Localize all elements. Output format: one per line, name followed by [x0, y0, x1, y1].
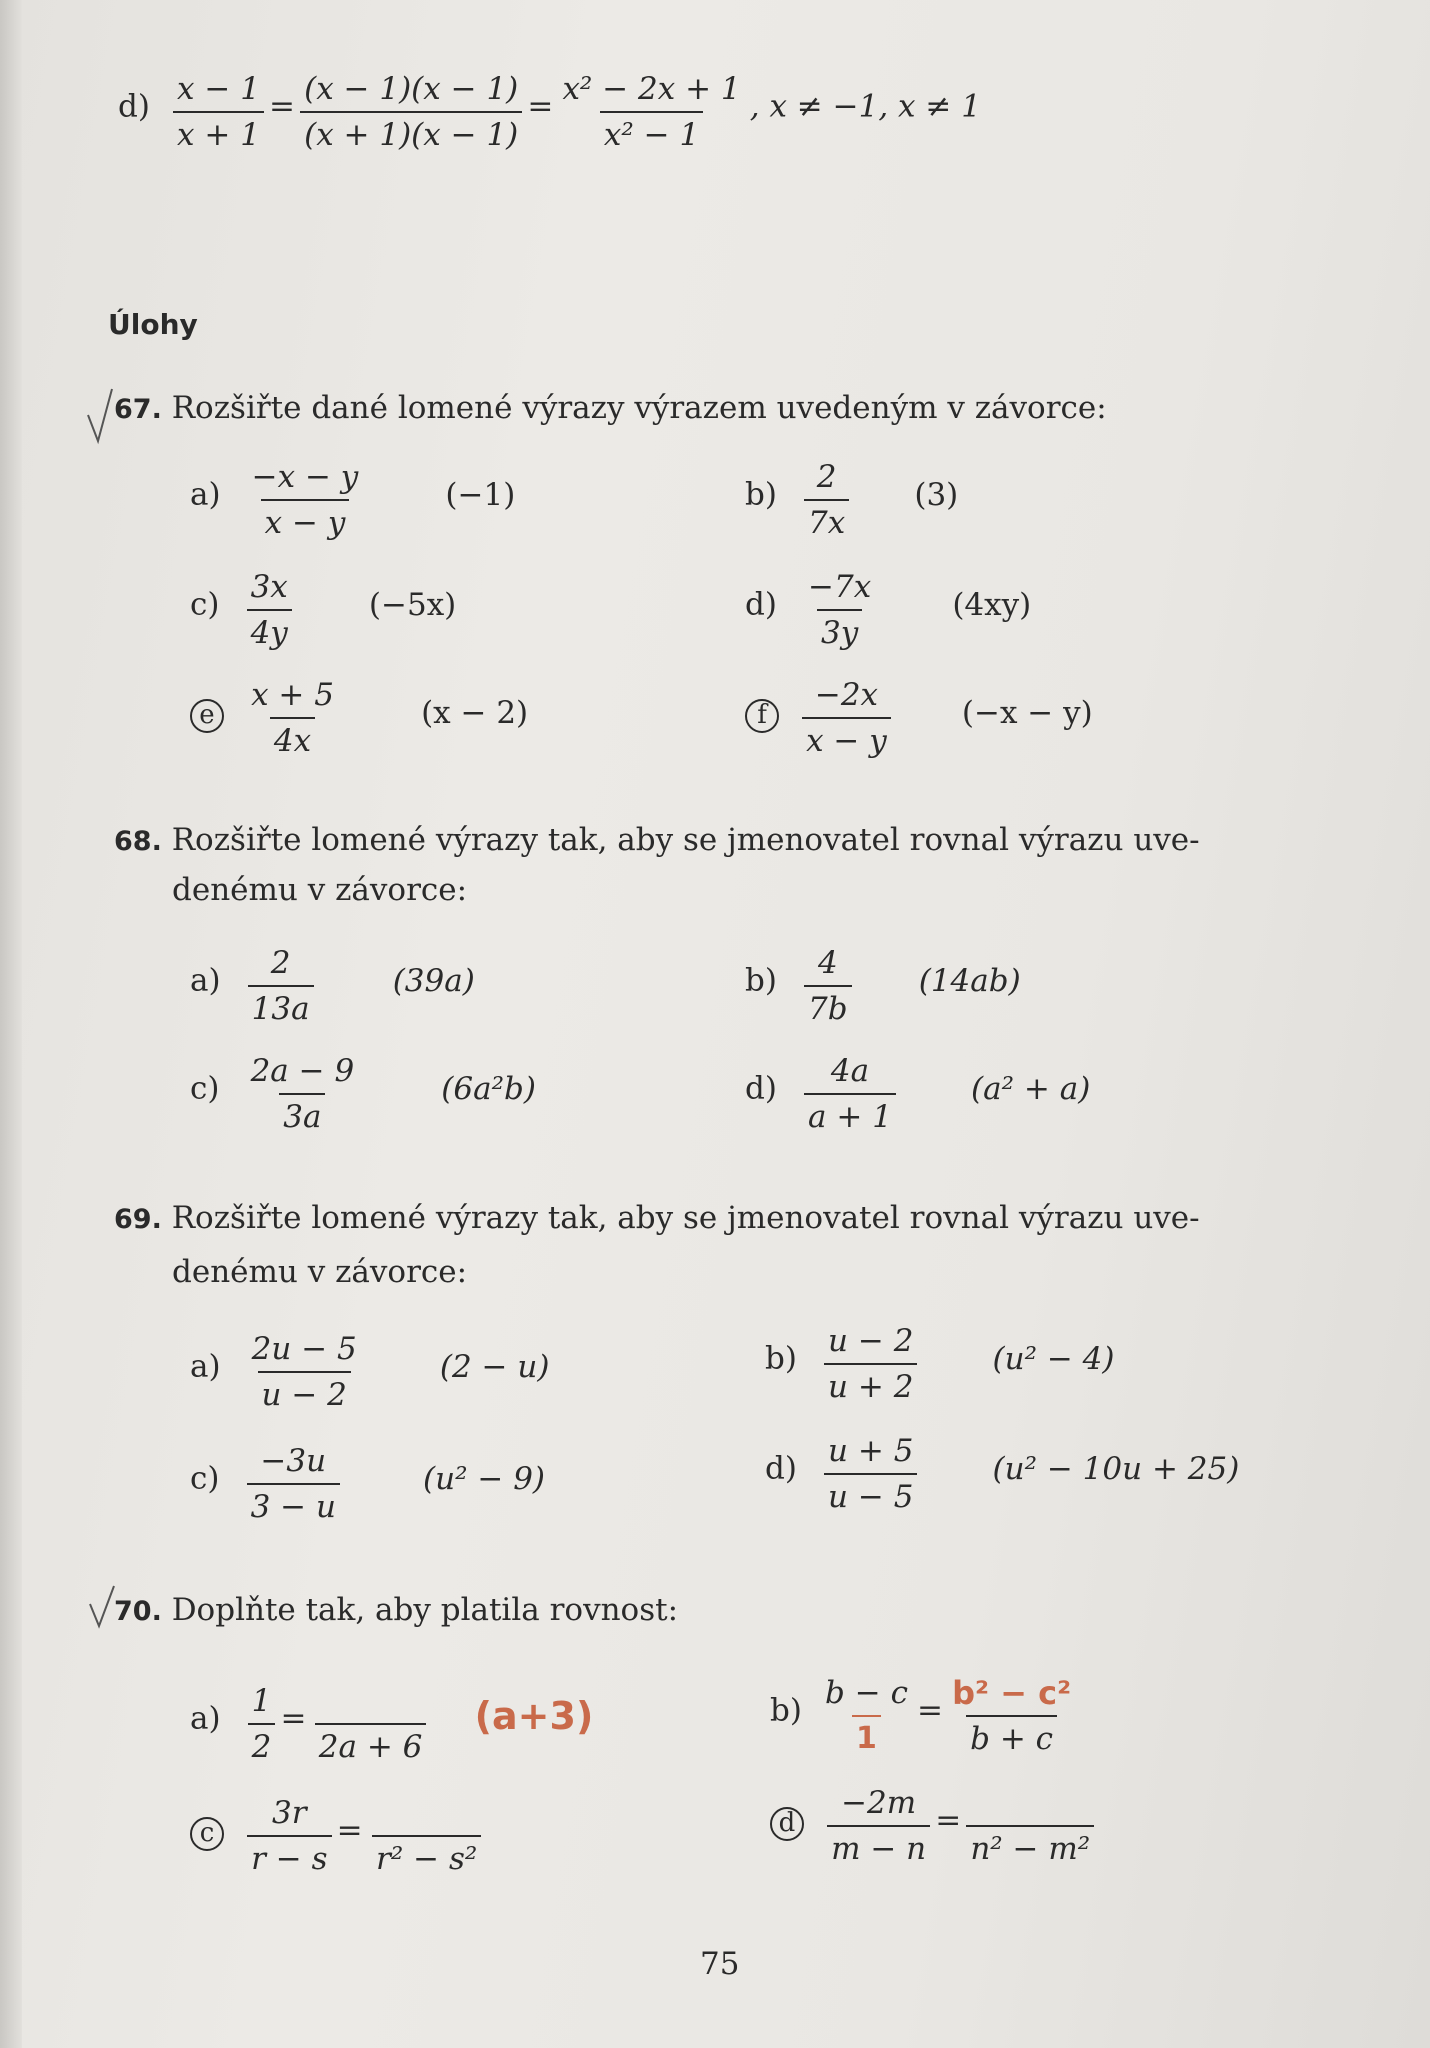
denominator: 7b [804, 985, 852, 1028]
fraction [247, 1052, 359, 1136]
task-67-item-f [745, 676, 1093, 760]
task-68-item-a [190, 944, 475, 1028]
item-label: d) [745, 1070, 777, 1107]
fraction [804, 568, 875, 652]
task-68-statement [114, 822, 1200, 858]
equals-sign: = [917, 1692, 944, 1729]
numerator: −x − y [251, 459, 359, 495]
checkmark-icon [86, 1582, 116, 1630]
task-text: Rozšiřte lomené výrazy tak, aby se jmenovatel rovnal výrazu uve- [171, 1200, 1200, 1236]
task-67-item-a [190, 458, 515, 542]
task-68-item-d [745, 1052, 1090, 1136]
numerator: u − 2 [828, 1323, 914, 1359]
circled-item-label: f [745, 699, 779, 733]
numerator: x − 1 [177, 71, 260, 107]
task-69-item-d [765, 1432, 1239, 1516]
item-label: a) [190, 962, 221, 999]
task-69-statement-line2: denému v závorce: [172, 1254, 468, 1290]
item-label: a) [190, 476, 221, 513]
fraction [248, 1330, 361, 1414]
task-69-item-a [190, 1330, 549, 1414]
denominator: 2 [248, 1723, 276, 1766]
expansion-expression: (u² − 9) [423, 1460, 546, 1497]
numerator: x + 5 [251, 677, 334, 713]
numerator: −2m [841, 1785, 917, 1821]
fraction [247, 676, 338, 760]
task-70-statement [114, 1592, 678, 1628]
fraction [824, 1322, 917, 1406]
task-number: 67. [114, 394, 162, 425]
expansion-expression: (39a) [392, 962, 475, 999]
numerator: (x − 1)(x − 1) [304, 71, 519, 107]
denominator: 13a [248, 985, 314, 1028]
expansion-expression: (u² − 10u + 25) [992, 1450, 1240, 1487]
numerator: 2u − 5 [251, 1331, 357, 1367]
handwritten-answer: (a+3) [474, 1693, 594, 1738]
circled-item-label: e [190, 699, 224, 733]
circled-item-label: d [770, 1807, 804, 1841]
fraction [173, 70, 264, 154]
fraction [248, 944, 314, 1028]
task-68-item-b [745, 944, 1021, 1028]
task-69-item-b [765, 1322, 1115, 1406]
task-67-item-d [745, 568, 1031, 652]
fraction [804, 1052, 896, 1136]
task-67-item-e [190, 676, 528, 760]
task-text: Rozšiřte dané lomené výrazy výrazem uvedeným v závorce: [171, 390, 1107, 426]
numerator: 1 [251, 1683, 272, 1719]
fraction [827, 1784, 930, 1868]
numerator: 2a − 9 [250, 1053, 355, 1089]
checkmark-icon [84, 385, 114, 445]
fraction [948, 1674, 1075, 1758]
task-70-item-b [770, 1674, 1075, 1758]
denominator: x + 1 [173, 111, 264, 154]
task-68-statement-line2: denému v závorce: [172, 872, 468, 908]
blank-fraction [368, 1794, 486, 1878]
item-label: c) [190, 1460, 220, 1497]
expansion-expression: (14ab) [918, 962, 1021, 999]
fraction [558, 70, 744, 154]
denominator: m − n [827, 1825, 930, 1868]
task-67-item-b [745, 458, 958, 542]
page-number: 75 [700, 1946, 740, 1982]
denominator: 3 − u [247, 1483, 340, 1526]
numerator: 2 [816, 459, 837, 495]
task-number: 70. [114, 1596, 162, 1627]
fraction [824, 1432, 917, 1516]
handwritten-denominator: 1 [852, 1715, 881, 1758]
fraction [248, 458, 363, 542]
fraction [802, 676, 891, 760]
expansion-expression: (u² − 4) [992, 1340, 1115, 1377]
numerator: 3r [272, 1795, 307, 1831]
denominator: 2a + 6 [315, 1723, 427, 1766]
expansion-expression: (−5x) [368, 586, 457, 623]
task-69-item-c [190, 1442, 545, 1526]
task-70-item-a [190, 1682, 593, 1766]
numerator: −7x [808, 569, 872, 605]
denominator: 3a [279, 1093, 325, 1136]
denominator: (x + 1)(x − 1) [300, 111, 522, 154]
page-binding-edge [0, 0, 22, 2048]
item-label: b) [765, 1340, 797, 1377]
blank-fraction [312, 1682, 430, 1766]
denominator: 4x [270, 717, 315, 760]
denominator: r − s [247, 1835, 331, 1878]
expansion-expression: (x − 2) [421, 694, 529, 731]
fraction [300, 70, 522, 154]
item-label: a) [190, 1700, 221, 1737]
denominator: a + 1 [804, 1093, 896, 1136]
fraction [248, 1682, 276, 1766]
task-69-statement [114, 1200, 1200, 1236]
item-label: b) [770, 1692, 802, 1729]
expansion-expression: (3) [914, 476, 959, 513]
item-label: c) [190, 1070, 220, 1107]
fraction [247, 568, 292, 652]
item-label: b) [745, 476, 777, 513]
task-number: 69. [114, 1204, 162, 1235]
numerator: u + 5 [828, 1433, 914, 1469]
fraction [247, 1442, 340, 1526]
denominator: x² − 1 [600, 111, 703, 154]
section-heading: Úlohy [108, 308, 198, 341]
equals-sign: = [935, 1802, 962, 1839]
task-67-item-c [190, 568, 456, 652]
denominator: 7x [804, 499, 849, 542]
task-text: Doplňte tak, aby platila rovnost: [171, 1592, 679, 1628]
item-label: d) [765, 1450, 797, 1487]
task-text: Rozšiřte lomené výrazy tak, aby se jmenovatel rovnal výrazu uve- [171, 822, 1200, 858]
denominator: b + c [966, 1715, 1057, 1758]
task-70-item-d [770, 1784, 1094, 1868]
expansion-expression: (−1) [445, 476, 516, 513]
top-equation [118, 70, 981, 154]
denominator: 3y [817, 609, 862, 652]
expansion-expression: (2 − u) [439, 1348, 550, 1385]
task-70-item-c [190, 1794, 486, 1878]
handwritten-numerator: b² − c² [952, 1674, 1072, 1712]
item-label: d) [118, 88, 150, 125]
task-number: 68. [114, 826, 162, 857]
denominator: u − 5 [824, 1473, 917, 1516]
numerator: 4 [817, 945, 838, 981]
denominator: x − y [802, 717, 891, 760]
numerator: 3x [250, 569, 288, 605]
denominator: u + 2 [824, 1363, 917, 1406]
expansion-expression: (a² + a) [971, 1070, 1091, 1107]
circled-item-label: c [190, 1817, 224, 1851]
item-label: b) [745, 962, 777, 999]
item-label: d) [745, 586, 777, 623]
item-label: c) [190, 586, 220, 623]
numerator: 2 [270, 945, 291, 981]
numerator: b − c [825, 1675, 908, 1711]
equals-sign: = [269, 88, 296, 125]
fraction [804, 458, 849, 542]
numerator: x² − 2x + 1 [562, 71, 741, 107]
fraction [247, 1794, 331, 1878]
numerator: −3u [260, 1443, 327, 1479]
denominator: n² − m² [966, 1825, 1094, 1868]
denominator: r² − s² [372, 1835, 481, 1878]
expansion-expression: (−x − y) [961, 694, 1093, 731]
task-68-item-c [190, 1052, 536, 1136]
fraction [821, 1674, 912, 1758]
item-label: a) [190, 1348, 221, 1385]
denominator: 4y [247, 609, 292, 652]
expansion-expression: (4xy) [952, 586, 1032, 623]
task-67-statement [114, 390, 1107, 426]
equals-sign: = [336, 1812, 363, 1849]
numerator: −2x [814, 677, 879, 713]
expansion-expression: (6a²b) [441, 1070, 536, 1107]
equals-sign: = [280, 1700, 307, 1737]
denominator: x − y [261, 499, 350, 542]
conditions: , x ≠ −1, x ≠ 1 [749, 88, 981, 125]
blank-fraction [966, 1784, 1094, 1868]
fraction [804, 944, 852, 1028]
denominator: u − 2 [258, 1371, 351, 1414]
equals-sign: = [527, 88, 554, 125]
numerator: 4a [830, 1053, 870, 1089]
